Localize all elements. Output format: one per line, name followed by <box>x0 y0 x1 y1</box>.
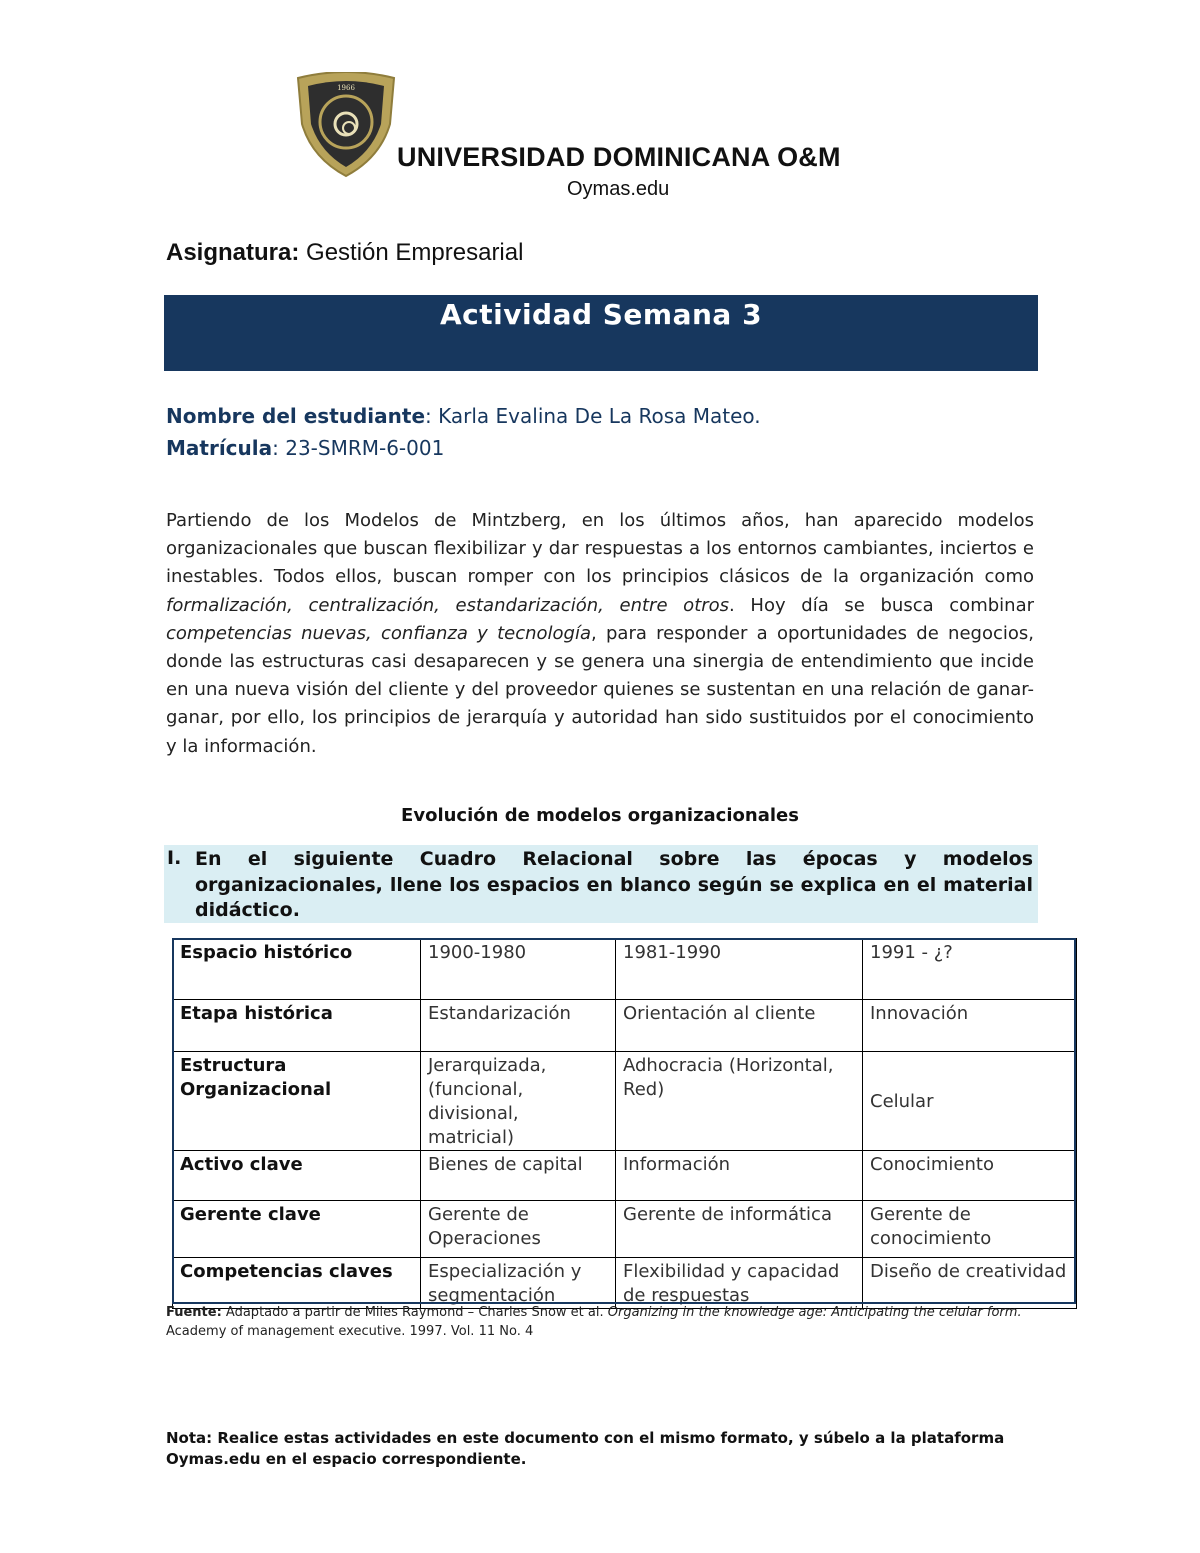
student-name-label: Nombre del estudiante <box>166 404 426 428</box>
table-cell: Bienes de capital <box>421 1151 616 1201</box>
subject-label: Asignatura: <box>166 239 300 266</box>
table-row <box>173 1258 1077 1309</box>
row-label: Activo clave <box>173 1151 421 1201</box>
table-row <box>173 1000 1077 1052</box>
subject-value: Gestión Empresarial <box>299 239 524 266</box>
student-id-line <box>166 436 444 460</box>
table-row <box>173 1052 1077 1151</box>
university-site: Oymas.edu <box>567 178 670 200</box>
instruction-box <box>164 845 1038 923</box>
table-row <box>173 939 1077 1000</box>
intro-text-1: Partiendo de los Modelos de Mintzberg, en los últimos años, han aparecido modelos organizacionales que buscan flexibilizar y dar respuestas a los entornos cambiantes, inciertos e inestables. Todos ellos, buscan romper con los principios clásicos de la organización como <box>166 510 1034 588</box>
row-label: Estructura Organizacional <box>173 1052 421 1151</box>
row-label: Etapa histórica <box>173 1000 421 1052</box>
table-cell: Flexibilidad y capacidad de respuestas <box>616 1258 863 1309</box>
source-text-2: Academy of management executive. 1997. Vol. 11 No. 4 <box>166 1324 534 1339</box>
intro-paragraph <box>166 507 1034 761</box>
student-name-value: : Karla Evalina De La Rosa Mateo. <box>425 404 761 428</box>
university-name: UNIVERSIDAD DOMINICANA O&M <box>397 142 841 172</box>
row-label: Espacio histórico <box>173 939 421 1000</box>
table-cell: Especialización y segmentación <box>421 1258 616 1309</box>
table-cell: Diseño de creatividad <box>863 1258 1077 1309</box>
activity-title: Actividad Semana 3 <box>439 298 763 331</box>
table-cell: Celular <box>863 1052 1077 1151</box>
table-cell: Gerente de conocimiento <box>863 1201 1077 1258</box>
source-label: Fuente: <box>166 1305 222 1320</box>
logo-year: 1966 <box>337 84 355 92</box>
footer-note: Nota: Realice estas actividades en este documento con el mismo formato, y súbelo a la plataforma Oymas.edu en el espacio correspondiente. <box>166 1429 1005 1468</box>
table-cell: 1981-1990 <box>616 939 863 1000</box>
table-cell: Gerente de informática <box>616 1201 863 1258</box>
instruction-text: En el siguiente Cuadro Relacional sobre las épocas y modelos organizacionales, llene los espacios en blanco según se explica en el material didáctico. <box>195 848 1033 921</box>
table-cell: Estandarización <box>421 1000 616 1052</box>
source-italic: Organizing in the knowledge age: Anticipating the celular form. <box>607 1305 1022 1320</box>
table-cell: Adhocracia (Horizontal, Red) <box>616 1052 863 1151</box>
table-cell: Información <box>616 1151 863 1201</box>
table-row <box>173 1201 1077 1258</box>
table-cell: 1900-1980 <box>421 939 616 1000</box>
intro-text-2: . Hoy día se busca combinar <box>729 594 1034 616</box>
table-source <box>166 1303 1026 1341</box>
table-row <box>173 1151 1077 1201</box>
table-cell: Gerente de Operaciones <box>421 1201 616 1258</box>
table-cell: Innovación <box>863 1000 1077 1052</box>
student-id-value: : 23-SMRM-6-001 <box>272 436 445 460</box>
table-cell: Jerarquizada, (funcional, divisional, matricial) <box>421 1052 616 1151</box>
instruction-number: I. <box>167 847 182 869</box>
row-label: Competencias claves <box>173 1258 421 1309</box>
university-logo <box>294 72 398 178</box>
row-label: Gerente clave <box>173 1201 421 1258</box>
source-text-1: Adaptado a partir de Miles Raymond – Charles Snow et al. <box>221 1305 608 1320</box>
subject-line <box>166 239 523 267</box>
intro-text-3: , para responder a oportunidades de negocios, donde las estructuras casi desaparecen y se genera una sinergia de entendimiento que incide en una nueva visión del cliente y del proveedor quienes se sustentan en una relación de ganar-ganar, por ello, los principios de jerarquía y autoridad han sido sustituidos por el conocimiento y la información. <box>166 622 1034 757</box>
section-title: Evolución de modelos organizacionales <box>401 805 799 826</box>
student-id-label: Matrícula <box>166 436 273 460</box>
intro-italic-2: competencias nuevas, confianza y tecnología <box>166 622 591 644</box>
table-cell: Orientación al cliente <box>616 1000 863 1052</box>
student-name-line <box>166 404 761 428</box>
activity-banner <box>164 295 1038 371</box>
table-cell: 1991 - ¿? <box>863 939 1077 1000</box>
relational-table <box>172 938 1077 1309</box>
intro-italic-1: formalización, centralización, estandarización, entre otros <box>166 594 730 616</box>
table-cell: Conocimiento <box>863 1151 1077 1201</box>
